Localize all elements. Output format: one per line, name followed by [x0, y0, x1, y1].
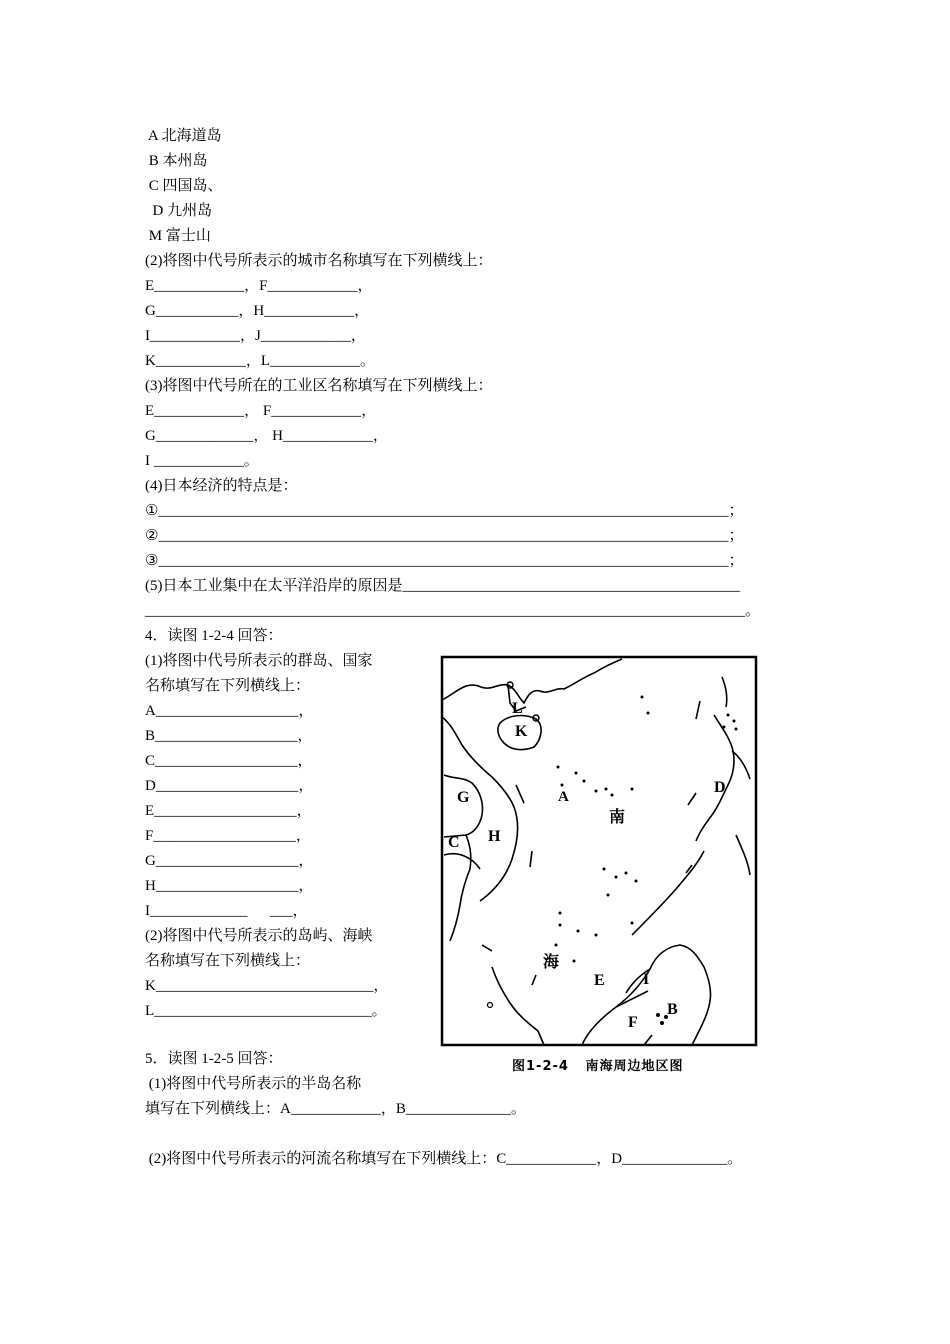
island-a: A 北海道岛: [145, 128, 222, 144]
q4-part2-prompt: 名称填写在下列横线上：: [145, 953, 311, 969]
q4-blank-i[interactable]: I_____________ ___，: [145, 903, 308, 919]
q3-part5-prompt[interactable]: (5)日本工业集中在太平洋沿岸的原因是_____________________________________________: [145, 578, 740, 594]
map-label-g: G: [457, 789, 470, 806]
q4-blank-f[interactable]: F___________________，: [145, 828, 311, 844]
q4-heading: 4．读图 1-2-4 回答：: [145, 628, 283, 644]
map-label-i: I: [643, 971, 650, 988]
q3-part3-blank-line[interactable]: G_____________， H____________，: [145, 428, 388, 444]
q3-part4-blank-line[interactable]: ③____________________________________________________________________________；: [145, 553, 744, 569]
q4-blank-l[interactable]: L_____________________________。: [145, 1003, 387, 1019]
map-label-hai: 海: [543, 952, 560, 971]
q4-blank-k[interactable]: K_____________________________，: [145, 978, 389, 994]
q5-part2-blanks[interactable]: (2)将图中代号所表示的河流名称填写在下列横线上：C____________，D______________。: [145, 1151, 743, 1167]
q3-part2-blank-line[interactable]: I____________，J____________，: [145, 328, 366, 344]
q5-heading: 5．读图 1-2-5 回答：: [145, 1051, 283, 1067]
map-caption: 图1-2-4 南海周边地区图: [512, 1059, 684, 1074]
island-d: D 九州岛: [145, 203, 213, 219]
map-label-f: F: [628, 1014, 638, 1031]
map-label-d: D: [714, 779, 726, 796]
q5-part1-prompt: (1)将图中代号所表示的半岛名称: [145, 1076, 362, 1092]
q4-blank-g[interactable]: G___________________，: [145, 853, 314, 869]
q4-blank-a[interactable]: A___________________，: [145, 703, 314, 719]
island-c: C 四国岛、: [145, 178, 223, 194]
q3-part4-prompt: (4)日本经济的特点是：: [145, 478, 298, 494]
map-label-e: E: [594, 972, 605, 989]
q4-part1-prompt: 名称填写在下列横线上：: [145, 678, 311, 694]
map-label-k: K: [515, 723, 528, 740]
q4-blank-h[interactable]: H___________________，: [145, 878, 314, 894]
q4-blank-b[interactable]: B___________________，: [145, 728, 313, 744]
island-b: B 本州岛: [145, 153, 208, 169]
q4-part1-prompt: (1)将图中代号所表示的群岛、国家: [145, 653, 373, 669]
q3-part2-blank-line[interactable]: E____________，F____________，: [145, 278, 373, 294]
q3-part3-blank-line[interactable]: E____________， F____________，: [145, 403, 377, 419]
q3-part5-blank-line[interactable]: ________________________________________________________________________________。: [145, 603, 761, 619]
map-label-h: H: [488, 828, 501, 845]
q5-part1-blanks[interactable]: 填写在下列横线上：A____________，B______________。: [145, 1101, 526, 1117]
q3-part2-blank-line[interactable]: K____________，L____________。: [145, 353, 375, 369]
map-label-l: L: [512, 700, 523, 717]
q4-part2-prompt: (2)将图中代号所表示的岛屿、海峡: [145, 928, 373, 944]
q3-part3-blank-line[interactable]: I ____________。: [145, 453, 259, 469]
map-label-b: B: [667, 1001, 678, 1018]
q3-part4-blank-line[interactable]: ①____________________________________________________________________________；: [145, 503, 744, 519]
mount-m: M 富士山: [145, 228, 211, 244]
q3-part3-prompt: (3)将图中代号所在的工业区名称填写在下列横线上：: [145, 378, 493, 394]
map-label-c: C: [448, 834, 460, 851]
q3-part2-prompt: (2)将图中代号所表示的城市名称填写在下列横线上：: [145, 253, 493, 269]
map-label-a: A: [558, 789, 569, 805]
q4-blank-d[interactable]: D___________________，: [145, 778, 314, 794]
q4-blank-e[interactable]: E___________________，: [145, 803, 312, 819]
map-label-nan: 南: [609, 807, 626, 826]
q3-part2-blank-line[interactable]: G___________，H____________，: [145, 303, 370, 319]
q4-blank-c[interactable]: C___________________，: [145, 753, 313, 769]
q3-part4-blank-line[interactable]: ②____________________________________________________________________________；: [145, 528, 744, 544]
